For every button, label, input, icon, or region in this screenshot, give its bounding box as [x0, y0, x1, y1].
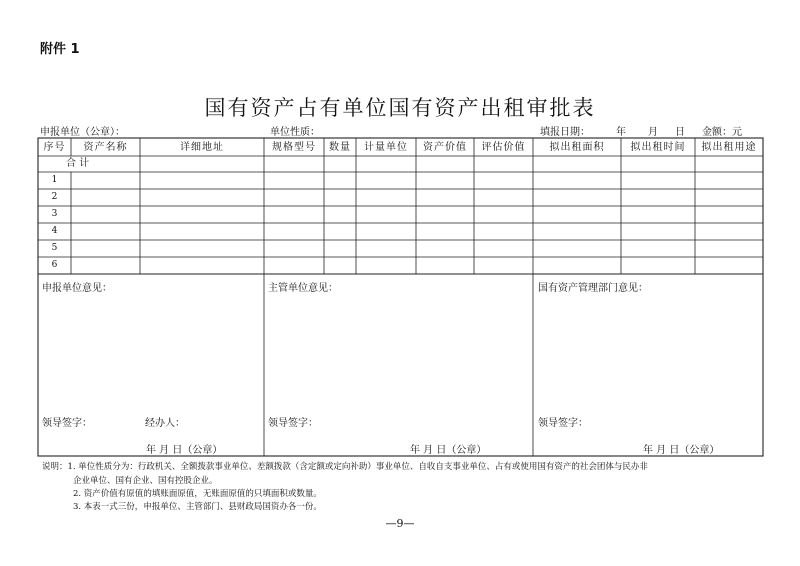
header-quantity: 数量	[329, 142, 351, 153]
header-spec: 规格型号	[272, 142, 316, 153]
state-asset-leader-sign: 领导签字：	[538, 418, 588, 429]
fill-date-label: 填报日期：	[540, 127, 590, 138]
state-asset-date-seal: 年 月 日（公章）	[643, 445, 720, 456]
applicant-opinion-label: 申报单位意见：	[42, 283, 112, 294]
amount-label: 金额：元	[702, 127, 742, 138]
row-number: 1	[51, 175, 58, 185]
row-number: 5	[51, 243, 58, 253]
header-lease-time: 拟出租时间	[630, 142, 686, 153]
form-title: 国有资产占有单位国有资产出租审批表	[204, 96, 596, 120]
row-number: 3	[51, 209, 58, 219]
header-lease-use: 拟出租用途	[701, 142, 757, 153]
unit-nature-label: 单位性质：	[270, 127, 320, 138]
state-asset-opinion-label: 国有资产管理部门意见：	[538, 283, 648, 294]
header-asset-value: 资产价值	[423, 142, 467, 153]
attachment-label: 附件 1	[40, 42, 80, 57]
year-label: 年	[616, 127, 626, 138]
note-line-2: 2. 资产价值有原值的填账面原值，无账面原值的只填面积或数量。	[73, 489, 322, 499]
applicant-date-seal: 年 月 日（公章）	[146, 445, 223, 456]
row-number: 6	[51, 260, 58, 270]
row-number: 2	[51, 192, 58, 202]
supervisor-opinion-label: 主管单位意见：	[268, 283, 338, 294]
header-address: 详细地址	[180, 142, 224, 153]
page-number: —9—	[385, 517, 415, 530]
header-seq: 序号	[43, 142, 66, 153]
supervisor-leader-sign: 领导签字：	[268, 418, 318, 429]
header-appraised-value: 评估价值	[481, 142, 526, 153]
day-label: 日	[675, 127, 685, 138]
header-unit: 计量单位	[364, 142, 408, 153]
note-line-3: 3. 本表一式三份，申报单位、主管部门、县财政局国资办各一份。	[73, 502, 322, 512]
month-label: 月	[648, 127, 658, 138]
handler-label: 经办人：	[145, 418, 185, 429]
applicant-label: 申报单位（公章）：	[40, 127, 125, 138]
header-asset-name: 资产名称	[83, 142, 128, 153]
applicant-leader-sign: 领导签字：	[42, 418, 92, 429]
note-line-1: 说明：1. 单位性质分为：行政机关、全额拨款事业单位、差额拨款（含定额或定向补助）事业单位、自收自支事业单位、占有或使用国有资产的社会团体与民办非	[42, 462, 648, 472]
total-label: 合 计	[66, 158, 90, 169]
note-line-1b: 企业单位、国有企业、国有控股企业。	[73, 476, 218, 486]
header-lease-area: 拟出租面积	[549, 142, 605, 153]
row-number: 4	[51, 226, 58, 236]
supervisor-date-seal: 年 月 日（公章）	[410, 445, 487, 456]
